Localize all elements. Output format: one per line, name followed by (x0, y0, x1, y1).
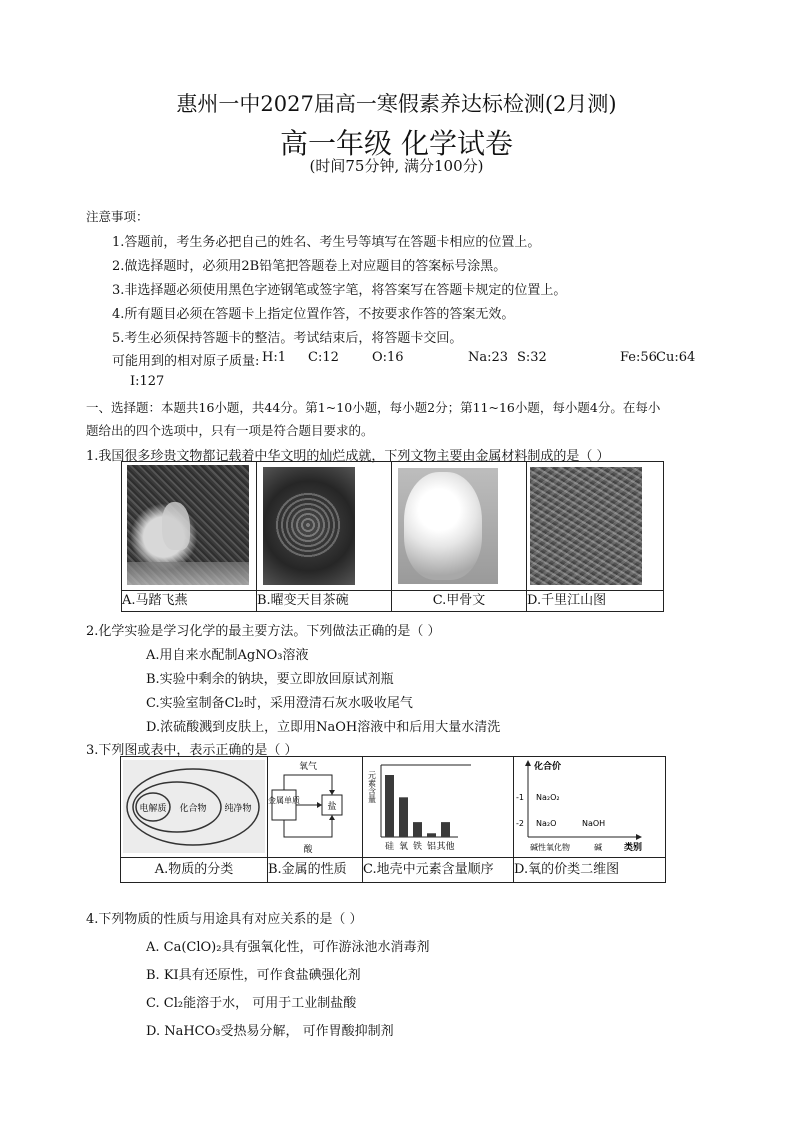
crust-element-chart (363, 757, 513, 857)
classification-diagram (121, 757, 267, 857)
section1-instructions-line2: 题给出的四个选项中，只有一项是符合题目要求的。 (86, 423, 374, 438)
q1-artifact-table (121, 461, 664, 612)
atomic-mass-s: S:32 (517, 350, 547, 365)
bar-label-2: 铁 (412, 842, 423, 852)
d-point-naoh: NaOH (582, 819, 606, 828)
bar-0 (385, 775, 394, 837)
d-point-na2o: Na₂O (536, 819, 557, 828)
d-xtick-base: 碱 (594, 843, 602, 852)
q3-figure-table (120, 756, 666, 883)
arrow-oxygen-path (284, 775, 332, 795)
q3-option-b[interactable]: B.金属的性质 (268, 858, 363, 883)
atomic-mass-h: H:1 (262, 350, 286, 365)
q2-option-a[interactable]: A.用自来水配制AgNO₃溶液 (146, 648, 309, 663)
q3-stem: 3.下列图或表中，表示正确的是（ ） (86, 743, 298, 758)
q3-option-c[interactable]: C.地壳中元素含量顺序 (363, 858, 514, 883)
arrow-head-top (329, 790, 335, 795)
q2-stem: 2.化学实验是学习化学的最主要方法。下列做法正确的是（ ） (86, 624, 441, 639)
bar-2 (413, 822, 422, 837)
atomic-mass-c: C:12 (308, 350, 339, 365)
atomic-mass-o: O:16 (372, 350, 404, 365)
notice-heading: 注意事项： (86, 209, 149, 224)
d-xlabel: 类别 (624, 843, 643, 853)
label-oxygen: 氧气 (298, 762, 318, 772)
notice-item-5: 5.考生必须保持答题卡的整洁。考试结束后，将答题卡交回。 (112, 331, 463, 346)
q1-stem: 1.我国很多珍贵文物都记载着中华文明的灿烂成就，下列文物主要由金属材料制成的是（ ） (86, 449, 610, 464)
q1-option-b[interactable]: B.曜变天目茶碗 (257, 591, 392, 612)
bar-1 (399, 797, 408, 837)
q3-option-d[interactable]: D.氧的价类二维图 (514, 858, 666, 883)
q1-option-d[interactable]: D.千里江山图 (527, 591, 664, 612)
label-salt: 盐 (327, 802, 337, 812)
bar-label-3: 铝 (426, 842, 437, 852)
notice-item-2: 2.做选择题时，必须用2B铅笔把答题卷上对应题目的答案标号涂黑。 (112, 259, 507, 274)
atomic-mass-fe: Fe:56 (620, 350, 657, 365)
exam-time-note: (时间75分钟, 满分100分) (309, 157, 484, 175)
d-ylabel: 化合价 (534, 762, 562, 772)
landscape-painting-image (527, 462, 663, 590)
q3-option-a[interactable]: A.物质的分类 (121, 858, 268, 883)
q4-option-d[interactable]: D. NaHCO₃受热易分解， 可作胃酸抑制剂 (146, 1024, 394, 1039)
metal-property-diagram (268, 757, 362, 857)
y-axis-label: 元素含量 (367, 771, 377, 803)
q1-option-c[interactable]: C.甲骨文 (392, 591, 527, 612)
q3-fig-b-cell (268, 757, 363, 858)
q3-fig-d-cell (514, 757, 666, 858)
label-acid: 酸 (303, 845, 313, 855)
q1-image-c-cell (392, 462, 527, 591)
d-xtick-basic-oxide: 碱性氧化物 (530, 843, 570, 852)
q3-fig-a-cell (121, 757, 268, 858)
label-metal: 金属单质 (268, 796, 300, 805)
q3-fig-c-cell (363, 757, 514, 858)
bar-label-4: 其他 (436, 842, 455, 852)
box-metal (272, 790, 296, 820)
atomic-mass-cu: Cu:64 (656, 350, 696, 365)
q4-stem: 4.下列物质的性质与用途具有对应关系的是（ ） (86, 912, 363, 927)
d-tick-minus1: -1 (516, 793, 524, 802)
atomic-mass-label: 可能用到的相对原子质量: (112, 354, 260, 369)
tea-bowl-image (257, 462, 391, 590)
bar-label-1: 氧 (398, 842, 409, 852)
q4-option-c[interactable]: C. Cl₂能溶于水， 可用于工业制盐酸 (146, 996, 357, 1011)
bar-3 (427, 833, 436, 837)
d-x-arrow (636, 834, 642, 840)
notice-item-3: 3.非选择题必须使用黑色字迹钢笔或签字笔，将答案写在答题卡规定的位置上。 (112, 283, 567, 298)
q1-image-d-cell (527, 462, 664, 591)
arrow-head-mid (317, 802, 322, 808)
arrow-acid-path (284, 815, 332, 837)
notice-item-4: 4.所有题目必须在答题卡上指定位置作答，不按要求作答的答案无效。 (112, 307, 515, 322)
q1-option-a[interactable]: A.马踏飞燕 (122, 591, 257, 612)
label-electrolyte: 电解质 (139, 804, 167, 814)
label-compound: 化合物 (179, 804, 207, 814)
d-point-na2o2: Na₂O₂ (536, 793, 560, 802)
notice-item-1: 1.答题前，考生务必把自己的姓名、考生号等填写在答题卡相应的位置上。 (112, 235, 541, 250)
atomic-mass-i: I:127 (130, 374, 165, 389)
q1-image-a-cell (122, 462, 257, 591)
d-tick-minus2: -2 (516, 819, 524, 828)
bronze-horse-image (122, 462, 256, 590)
bar-label-0: 硅 (384, 842, 395, 852)
q2-option-c[interactable]: C.实验室制备Cl₂时，采用澄清石灰水吸收尾气 (146, 696, 413, 711)
section1-instructions-line1: 一、选择题：本题共16小题，共44分。第1~10小题，每小题2分；第11~16小题，每小题4分。在每小 (86, 400, 661, 415)
q2-option-d[interactable]: D.浓硫酸溅到皮肤上，立即用NaOH溶液中和后用大量水清洗 (146, 720, 501, 735)
valence-class-chart (514, 757, 665, 857)
label-pure-substance: 纯净物 (224, 804, 252, 814)
bar-4 (441, 822, 450, 837)
d-y-arrow (525, 760, 531, 766)
exam-title: 惠州一中2027届高一寒假素养达标检测(2月测) (176, 92, 617, 116)
q1-image-b-cell (257, 462, 392, 591)
oracle-bone-image (392, 462, 526, 590)
arrow-head-bottom (329, 815, 335, 820)
atomic-mass-na: Na:23 (468, 350, 509, 365)
q2-option-b[interactable]: B.实验中剩余的钠块，要立即放回原试剂瓶 (146, 672, 394, 687)
exam-subject: 高一年级 化学试卷 (280, 127, 513, 160)
q4-option-a[interactable]: A. Ca(ClO)₂具有强氧化性，可作游泳池水消毒剂 (146, 940, 430, 955)
q4-option-b[interactable]: B. KI具有还原性，可作食盐碘强化剂 (146, 968, 361, 983)
